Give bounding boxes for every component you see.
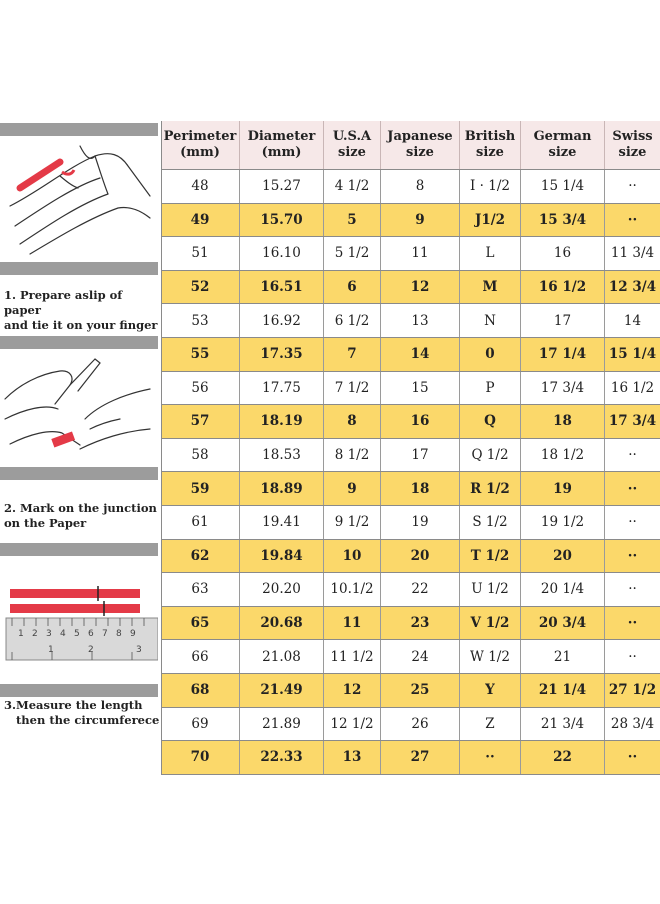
cell-perimeter: 62 (161, 540, 240, 573)
cell-usa-size: 6 (324, 271, 381, 304)
cell-diameter: 17.35 (240, 338, 324, 371)
cell-japanese-size: 26 (381, 708, 460, 741)
cell-swiss-size: ·· (627, 749, 638, 766)
cell-british-size: P (460, 372, 521, 405)
panel-top-bar (0, 123, 158, 136)
cell-british-size: T 1/2 (460, 540, 521, 573)
cell-perimeter: 49 (161, 204, 240, 237)
cell-diameter: 20.68 (240, 607, 324, 640)
cell-british-size: Z (460, 708, 521, 741)
cell-swiss-size: 12 3/4 (608, 279, 657, 296)
cell-british-size: R 1/2 (460, 472, 521, 505)
cell-diameter: 21.49 (240, 674, 324, 707)
cell-swiss-size: 27 1/2 (608, 682, 657, 699)
cell-usa-size: 12 (324, 674, 381, 707)
cell-swiss-size: 28 3/4 (610, 715, 655, 732)
step-1-caption-line-2: and tie it on your finger (4, 318, 158, 332)
table-row (161, 606, 660, 640)
header-swiss-size: Swiss size (612, 129, 653, 160)
cell-british-size: Q 1/2 (460, 439, 521, 472)
cell-japanese-size: 19 (381, 506, 460, 539)
panel-bottom-bar (0, 262, 158, 275)
cell-perimeter: 68 (161, 674, 240, 707)
table-row (161, 639, 660, 673)
cell-british-size: Q (460, 405, 521, 438)
cell-swiss-size: ·· (628, 447, 637, 464)
cell-german-size: 17 3/4 (521, 372, 605, 405)
cell-perimeter: 56 (161, 372, 240, 405)
table-row (161, 505, 660, 539)
table-row (161, 203, 660, 237)
cell-german-size: 17 (521, 304, 605, 337)
panel-bottom-bar (0, 684, 158, 697)
cell-perimeter: 59 (161, 472, 240, 505)
cell-diameter: 15.70 (240, 204, 324, 237)
cell-swiss-size: ·· (628, 514, 637, 531)
table-header (161, 121, 660, 169)
cell-diameter: 16.10 (240, 237, 324, 270)
cell-swiss-size: ·· (627, 480, 638, 497)
cell-german-size: 17 1/4 (521, 338, 605, 371)
cell-perimeter: 63 (161, 573, 240, 606)
table-row (161, 270, 660, 304)
cell-german-size: 20 (521, 540, 605, 573)
cell-british-size: I · 1/2 (460, 170, 521, 203)
hand-icon (0, 136, 158, 262)
cell-swiss-size: ·· (627, 615, 638, 632)
cell-japanese-size: 25 (381, 674, 460, 707)
cell-swiss-size: 17 3/4 (608, 413, 657, 430)
cell-japanese-size: 24 (381, 640, 460, 673)
cell-japanese-size: 27 (381, 741, 460, 774)
header-british-size: British size (460, 121, 521, 169)
cell-usa-size: 7 (324, 338, 381, 371)
cell-usa-size: 10.1/2 (324, 573, 381, 606)
cell-german-size: 16 (521, 237, 605, 270)
ruler-tick-7: 7 (102, 629, 108, 639)
cell-german-size: 20 3/4 (521, 607, 605, 640)
panel-bottom-bar (0, 467, 158, 480)
table-row (161, 337, 660, 371)
cell-swiss-size: 16 1/2 (610, 379, 655, 396)
cell-perimeter: 70 (161, 741, 240, 774)
ruler-tick-9: 9 (130, 629, 136, 639)
cell-diameter: 18.19 (240, 405, 324, 438)
step-3-caption (4, 698, 160, 728)
cell-swiss-size: ·· (628, 178, 637, 195)
ruler-inch-tick-1: 1 (48, 645, 54, 655)
cell-german-size: 18 (521, 405, 605, 438)
cell-perimeter: 61 (161, 506, 240, 539)
cell-perimeter: 52 (161, 271, 240, 304)
cell-usa-size: 6 1/2 (324, 304, 381, 337)
cell-swiss-size: ·· (627, 547, 638, 564)
cell-perimeter: 51 (161, 237, 240, 270)
ruler-tick-4: 4 (60, 629, 66, 639)
table-bottom-border (161, 774, 660, 775)
cell-japanese-size: 11 (381, 237, 460, 270)
header-japanese-size: Japanese size (381, 121, 460, 169)
cell-perimeter: 66 (161, 640, 240, 673)
cell-japanese-size: 15 (381, 372, 460, 405)
cell-perimeter: 69 (161, 708, 240, 741)
cell-german-size: 22 (521, 741, 605, 774)
table-row (161, 303, 660, 337)
cell-perimeter: 57 (161, 405, 240, 438)
cell-usa-size: 12 1/2 (324, 708, 381, 741)
ruler-inch-tick-2: 2 (88, 645, 94, 655)
cell-diameter: 17.75 (240, 372, 324, 405)
cell-usa-size: 13 (324, 741, 381, 774)
cell-german-size: 15 3/4 (521, 204, 605, 237)
cell-usa-size: 8 1/2 (324, 439, 381, 472)
table-row (161, 236, 660, 270)
hand-marking-paper-illustration (0, 349, 158, 467)
step-2-caption-line-2: on the Paper (4, 516, 87, 530)
cell-diameter: 19.41 (240, 506, 324, 539)
cell-usa-size: 9 (324, 472, 381, 505)
cell-usa-size: 8 (324, 405, 381, 438)
cell-perimeter: 48 (161, 170, 240, 203)
cell-usa-size: 11 1/2 (324, 640, 381, 673)
cell-japanese-size: 16 (381, 405, 460, 438)
cell-perimeter: 58 (161, 439, 240, 472)
cell-diameter: 21.08 (240, 640, 324, 673)
cell-japanese-size: 23 (381, 607, 460, 640)
cell-perimeter: 53 (161, 304, 240, 337)
table-row (161, 740, 660, 774)
cell-british-size: J1/2 (460, 204, 521, 237)
cell-german-size: 21 3/4 (521, 708, 605, 741)
table-row (161, 707, 660, 741)
cell-usa-size: 5 (324, 204, 381, 237)
step-1-caption-line-1: 1. Prepare aslip of paper (4, 288, 123, 317)
cell-diameter: 22.33 (240, 741, 324, 774)
cell-british-size: Y (460, 674, 521, 707)
cell-japanese-size: 9 (381, 204, 460, 237)
step-2-caption-line-1: 2. Mark on the junction (4, 501, 157, 515)
cell-german-size: 21 1/4 (521, 674, 605, 707)
header-german-size: German size (521, 121, 605, 169)
cell-diameter: 20.20 (240, 573, 324, 606)
cell-japanese-size: 12 (381, 271, 460, 304)
ruler-measuring-strip-illustration (0, 556, 158, 684)
cell-japanese-size: 13 (381, 304, 460, 337)
cell-british-size: W 1/2 (460, 640, 521, 673)
cell-british-size: V 1/2 (460, 607, 521, 640)
cell-german-size: 19 (521, 472, 605, 505)
cell-british-size: ·· (460, 741, 521, 774)
ruler-tick-3: 3 (46, 629, 52, 639)
ruler-icon (0, 556, 158, 684)
ruler-tick-2: 2 (32, 629, 38, 639)
step-2-caption (4, 501, 160, 531)
table-row (161, 539, 660, 573)
cell-usa-size: 9 1/2 (324, 506, 381, 539)
cell-swiss-size: 11 3/4 (610, 245, 655, 262)
cell-swiss-size: ·· (628, 648, 637, 665)
step-3-caption-line-2: then the circumferece (16, 713, 160, 727)
cell-diameter: 21.89 (240, 708, 324, 741)
cell-japanese-size: 22 (381, 573, 460, 606)
ruler-tick-1: 1 (18, 629, 24, 639)
cell-usa-size: 4 1/2 (324, 170, 381, 203)
step-3-caption-line-1: 3.Measure the length (4, 698, 143, 712)
table-row (161, 169, 660, 203)
cell-perimeter: 65 (161, 607, 240, 640)
cell-diameter: 18.89 (240, 472, 324, 505)
hand-with-paper-strip-illustration (0, 136, 158, 262)
cell-british-size: U 1/2 (460, 573, 521, 606)
panel-top-bar (0, 543, 158, 556)
cell-british-size: 0 (460, 338, 521, 371)
cell-german-size: 16 1/2 (521, 271, 605, 304)
table-row (161, 404, 660, 438)
cell-diameter: 16.92 (240, 304, 324, 337)
ruler-tick-8: 8 (116, 629, 122, 639)
table-row (161, 371, 660, 405)
ruler-tick-6: 6 (88, 629, 94, 639)
cell-swiss-size: 14 (623, 312, 642, 329)
table-row (161, 471, 660, 505)
cell-german-size: 19 1/2 (521, 506, 605, 539)
cell-japanese-size: 20 (381, 540, 460, 573)
cell-swiss-size: 15 1/4 (608, 346, 657, 363)
cell-japanese-size: 8 (381, 170, 460, 203)
cell-diameter: 18.53 (240, 439, 324, 472)
cell-usa-size: 7 1/2 (324, 372, 381, 405)
cell-british-size: M (460, 271, 521, 304)
cell-diameter: 16.51 (240, 271, 324, 304)
step-1-caption (4, 288, 160, 333)
pen-hand-icon (0, 349, 158, 467)
cell-german-size: 20 1/4 (521, 573, 605, 606)
cell-perimeter: 55 (161, 338, 240, 371)
cell-british-size: N (460, 304, 521, 337)
ruler-tick-5: 5 (74, 629, 80, 639)
cell-british-size: L (460, 237, 521, 270)
cell-usa-size: 5 1/2 (324, 237, 381, 270)
cell-diameter: 15.27 (240, 170, 324, 203)
table-left-border (161, 121, 162, 774)
cell-japanese-size: 17 (381, 439, 460, 472)
header-usa-size: U.S.A size (324, 121, 381, 169)
cell-japanese-size: 14 (381, 338, 460, 371)
panel-top-bar (0, 336, 158, 349)
cell-german-size: 21 (521, 640, 605, 673)
cell-usa-size: 11 (324, 607, 381, 640)
table-row (161, 438, 660, 472)
cell-usa-size: 10 (324, 540, 381, 573)
cell-swiss-size: ·· (628, 581, 637, 598)
cell-swiss-size: ·· (627, 211, 638, 228)
cell-japanese-size: 18 (381, 472, 460, 505)
table-row (161, 673, 660, 707)
table-row (161, 572, 660, 606)
cell-diameter: 19.84 (240, 540, 324, 573)
cell-british-size: S 1/2 (460, 506, 521, 539)
header-perimeter: Perimeter (mm) (161, 121, 240, 169)
ruler-inch-tick-3: 3 (136, 645, 142, 655)
cell-german-size: 15 1/4 (521, 170, 605, 203)
header-diameter: Diameter (mm) (240, 121, 324, 169)
cell-german-size: 18 1/2 (521, 439, 605, 472)
